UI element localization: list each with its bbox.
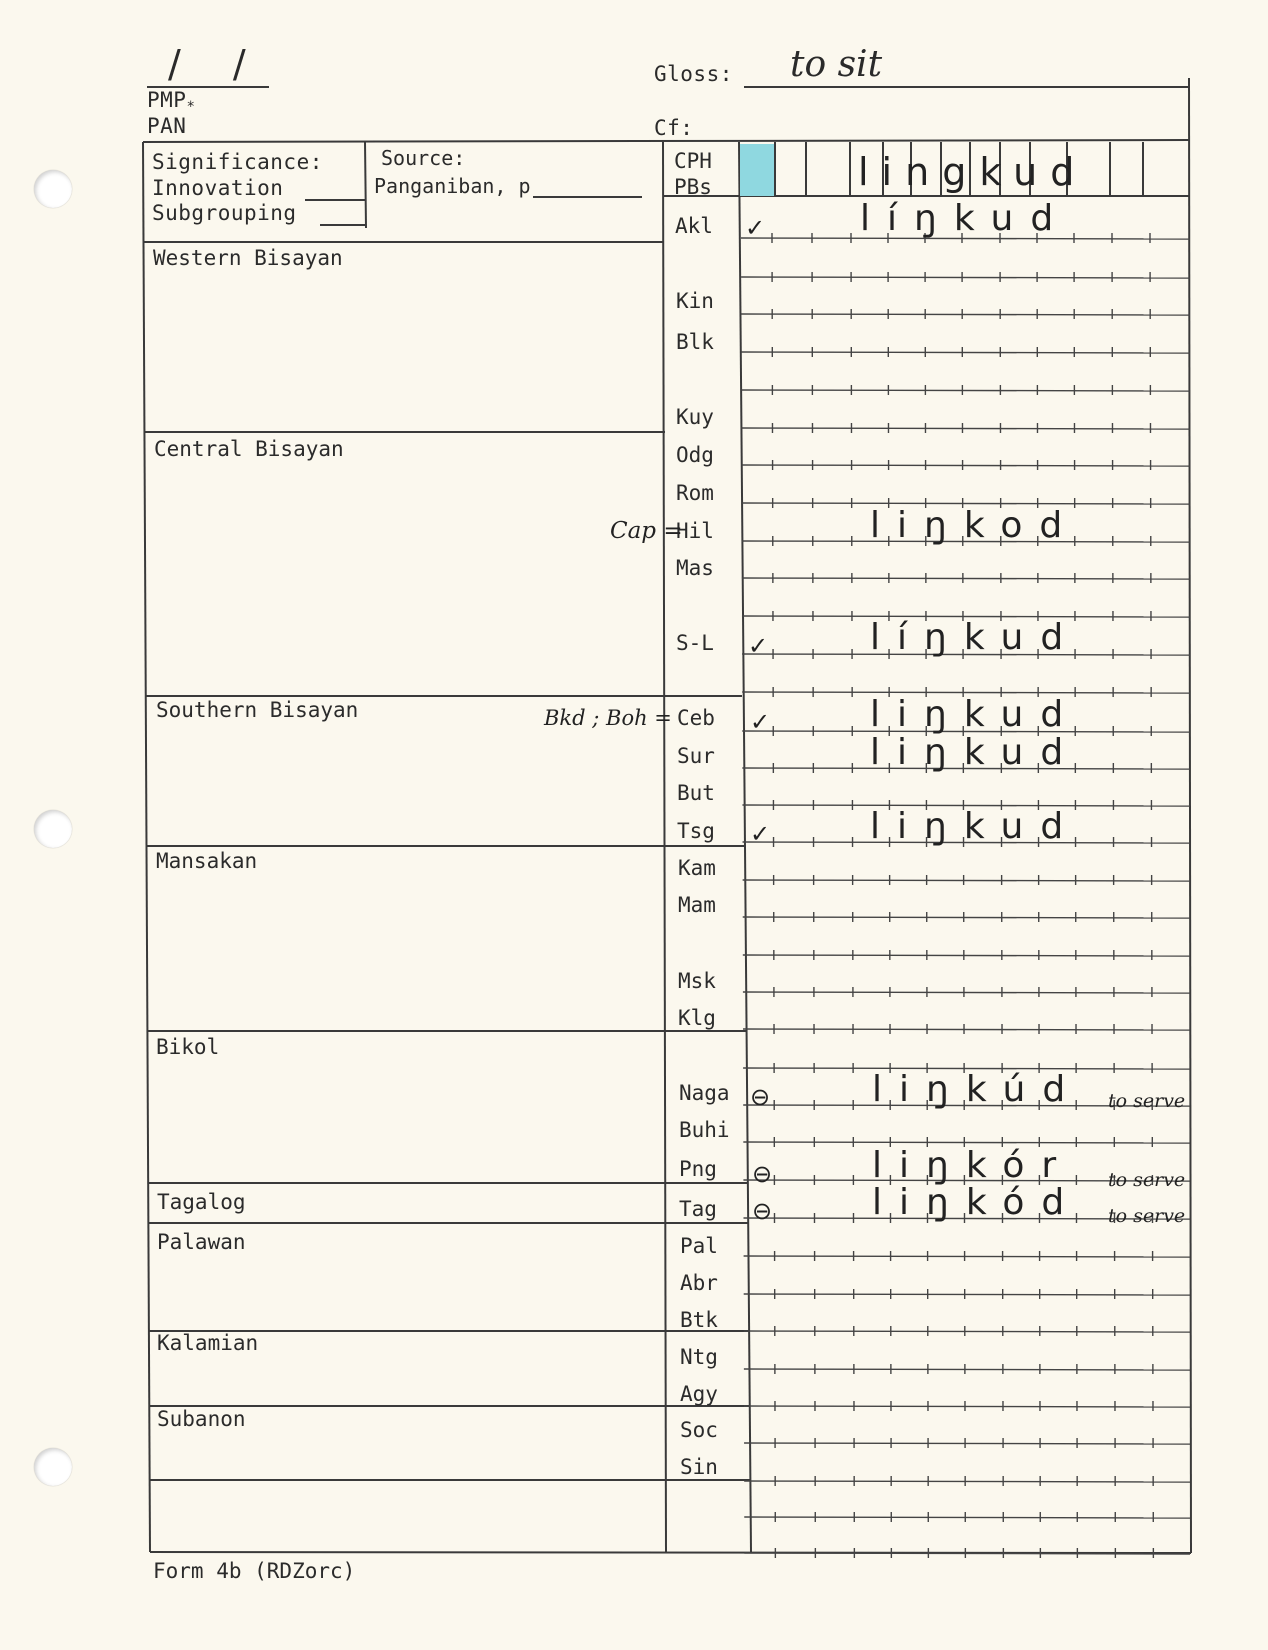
region-mansakan: Mansakan bbox=[156, 849, 258, 873]
tag-mark: ⊖ bbox=[752, 1197, 773, 1225]
region-western-bisayan: Western Bisayan bbox=[153, 246, 343, 270]
png-gloss: to serve bbox=[1108, 1169, 1186, 1191]
entry-rule bbox=[744, 1256, 1190, 1257]
naga-gloss: to serve bbox=[1108, 1090, 1186, 1112]
code-png: Png bbox=[679, 1157, 717, 1181]
naga-word: liŋkúd bbox=[872, 1069, 1083, 1110]
significance-label: Significance: bbox=[152, 150, 323, 174]
entry-rule bbox=[744, 1443, 1190, 1444]
ceb-annotation: Bkd ; Boh = bbox=[544, 706, 672, 730]
code-abr: Abr bbox=[680, 1271, 718, 1295]
akl-word: líŋkud bbox=[860, 198, 1071, 239]
pmp-label: PMP* bbox=[147, 88, 196, 115]
entry-rule bbox=[743, 880, 1190, 881]
card-number-marks: / / bbox=[168, 42, 266, 86]
code-but: But bbox=[677, 781, 715, 805]
region-palawan: Palawan bbox=[157, 1230, 246, 1254]
code-pal: Pal bbox=[680, 1234, 718, 1258]
tsg-word: liŋkud bbox=[870, 806, 1081, 847]
tag-word: liŋkód bbox=[872, 1182, 1082, 1223]
entry-rule bbox=[741, 277, 1190, 278]
entry-rule bbox=[744, 1294, 1190, 1295]
region-kalamian: Kalamian bbox=[157, 1331, 259, 1355]
code-sin: Sin bbox=[680, 1455, 718, 1479]
code-klg: Klg bbox=[678, 1006, 716, 1030]
entry-rule bbox=[744, 1369, 1190, 1370]
code-rom: Rom bbox=[676, 481, 714, 505]
code-tsg: Tsg bbox=[677, 819, 715, 843]
code-msk: Msk bbox=[678, 969, 716, 993]
code-mas: Mas bbox=[676, 556, 714, 580]
gloss-value: to sit bbox=[790, 44, 883, 85]
akl-check: ✓ bbox=[745, 214, 766, 242]
ceb-word: liŋkud bbox=[870, 694, 1081, 735]
gloss-label: Gloss: bbox=[654, 62, 733, 86]
code-kin: Kin bbox=[676, 289, 714, 313]
code-agy: Agy bbox=[680, 1382, 718, 1406]
code-soc: Soc bbox=[680, 1418, 718, 1442]
code-odg: Odg bbox=[676, 443, 714, 467]
entry-rule bbox=[741, 390, 1190, 391]
code-kuy: Kuy bbox=[676, 405, 714, 429]
code-mam: Mam bbox=[678, 893, 716, 917]
entry-rule bbox=[743, 992, 1190, 993]
code-buhi: Buhi bbox=[679, 1118, 730, 1142]
code-sur: Sur bbox=[677, 744, 715, 768]
pan-label: PAN bbox=[147, 114, 187, 138]
innovation-label: Innovation bbox=[152, 176, 284, 200]
entry-rule bbox=[743, 1029, 1190, 1030]
hil-word: liŋkod bbox=[870, 505, 1080, 546]
sur-word: liŋkud bbox=[870, 732, 1081, 773]
entry-rule bbox=[742, 503, 1190, 504]
code-ntg: Ntg bbox=[680, 1345, 718, 1369]
region-tagalog: Tagalog bbox=[157, 1190, 246, 1214]
code-sl: S-L bbox=[676, 631, 714, 655]
region-central-bisayan: Central Bisayan bbox=[154, 437, 344, 461]
png-mark: ⊖ bbox=[752, 1160, 773, 1188]
entry-rule bbox=[744, 1517, 1190, 1518]
entry-rule bbox=[744, 1406, 1190, 1407]
tsg-check: ✓ bbox=[750, 820, 771, 848]
entry-rule bbox=[741, 352, 1190, 353]
code-cph: CPH bbox=[674, 149, 712, 173]
form-label: Form 4b (RDZorc) bbox=[153, 1559, 356, 1583]
entry-rule bbox=[742, 692, 1190, 693]
entry-rule bbox=[742, 465, 1190, 466]
hil-annotation: Cap = bbox=[610, 518, 683, 544]
code-pbs: PBs bbox=[674, 175, 712, 199]
entry-rule bbox=[743, 917, 1190, 918]
cf-label: Cf: bbox=[654, 116, 694, 140]
source-label: Source: bbox=[381, 146, 466, 170]
code-btk: Btk bbox=[680, 1308, 718, 1332]
png-word: liŋkór bbox=[872, 1145, 1074, 1186]
entry-rule bbox=[743, 1142, 1190, 1143]
source-value: Panganiban, p bbox=[374, 174, 531, 198]
region-subanon: Subanon bbox=[157, 1407, 246, 1431]
entry-rule bbox=[744, 1481, 1190, 1482]
region-southern-bisayan: Southern Bisayan bbox=[156, 698, 359, 722]
code-tag: Tag bbox=[679, 1197, 717, 1221]
cph-word: lingkud bbox=[858, 150, 1088, 194]
code-naga: Naga bbox=[679, 1081, 730, 1105]
tag-gloss: to serve bbox=[1108, 1205, 1186, 1227]
entry-rule bbox=[742, 578, 1190, 579]
code-akl: Akl bbox=[675, 214, 713, 238]
entry-rule bbox=[744, 1331, 1190, 1332]
code-ceb: Ceb bbox=[677, 706, 715, 730]
entry-rule bbox=[741, 428, 1190, 429]
code-kam: Kam bbox=[678, 856, 716, 880]
entry-rule bbox=[741, 314, 1190, 315]
entry-rule bbox=[743, 955, 1190, 956]
sl-check: ✓ bbox=[748, 632, 769, 660]
ceb-check: ✓ bbox=[750, 708, 771, 736]
naga-mark: ⊖ bbox=[750, 1083, 771, 1111]
code-hil: Hil bbox=[676, 519, 714, 543]
subgrouping-label: Subgrouping bbox=[152, 201, 297, 225]
code-blk: Blk bbox=[676, 330, 714, 354]
region-bikol: Bikol bbox=[156, 1035, 220, 1059]
sl-word: líŋkud bbox=[870, 617, 1081, 658]
